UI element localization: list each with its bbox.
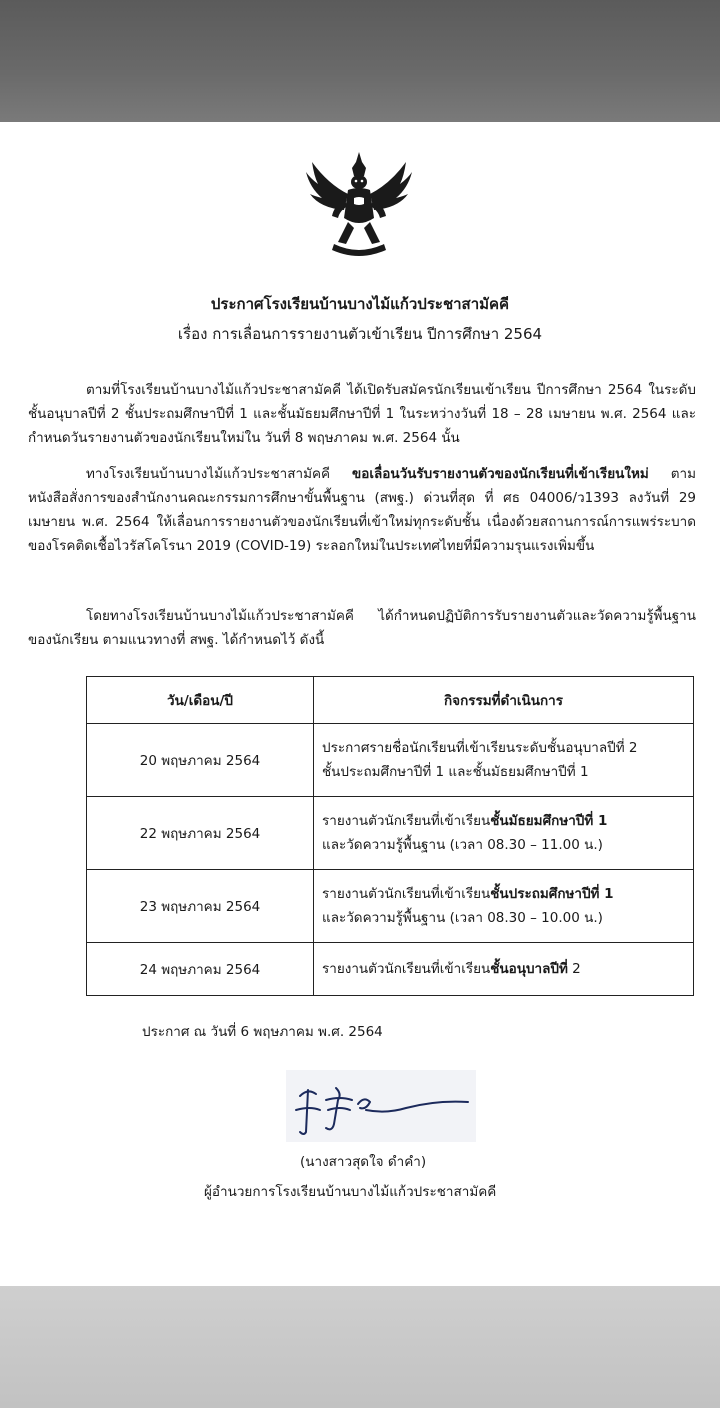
table-row (87, 724, 694, 797)
activity-line: ชั้นประถมศึกษาปีที่ 1 และชั้นมัธยมศึกษาปีที่ 1 (322, 764, 589, 780)
row-activity (314, 724, 694, 797)
garuda-emblem-icon (304, 148, 414, 260)
activity-level: ชั้นอนุบาลปีที่ (490, 961, 568, 977)
activity-line: และวัดความรู้พื้นฐาน (เวลา 08.30 – 11.00 น.) (322, 837, 603, 853)
announcement-subject: เรื่อง การเลื่อนการรายงานตัวเข้าเรียน ปีการศึกษา 2564 (177, 325, 543, 343)
table-header-row (87, 677, 694, 724)
announcement-title: ประกาศโรงเรียนบ้านบางไม้แก้วประชาสามัคคี (210, 295, 510, 313)
header-date: วัน/เดือน/ปี (87, 677, 314, 724)
paragraph-postpone-rest: ตามหนังสือสั่งการของสำนักงานคณะกรรมการศึกษาขั้นพื้นฐาน (สพฐ.) ด่วนที่สุด ที่ ศธ 04006/ว1393 ลงวันที่ 29 เมษายน พ.ศ. 2564 ให้เลื่อนการรายงานตัวของนักเรียนที่เข้าใหม่ทุกระดับชั้น เนื่องด้วยสถานการณ์การแพร่ระบาดของโรคติดเชื้อไวรัสโคโรนา 2019 (COVID-19) ระลอกใหม่ในประเทศไทยที่มีความรุนแรงเพิ่มขึ้น (28, 466, 696, 554)
activity-line: รายงานตัวนักเรียนที่เข้าเรียน (322, 813, 491, 829)
activity-line: รายงานตัวนักเรียนที่เข้าเรียน (322, 961, 491, 977)
activity-level: ชั้นมัธยมศึกษาปีที่ 1 (490, 813, 608, 829)
activity-level: ชั้นประถมศึกษาปีที่ 1 (490, 886, 614, 902)
signer-position: ผู้อำนวยการโรงเรียนบ้านบางไม้แก้วประชาสามัคคี (204, 1184, 497, 1200)
handwritten-signature (286, 1070, 476, 1142)
paragraph-postpone-emphasis: ขอเลื่อนวันรับรายงานตัวของนักเรียนที่เข้าเรียนใหม่ (352, 466, 649, 482)
paragraph-procedure-text: โดยทางโรงเรียนบ้านบางไม้แก้วประชาสามัคคี ได้กำหนดปฏิบัติการรับรายงานตัวและวัดความรู้พื้นฐานของนักเรียน ตามแนวทางที่ สพฐ. ได้กำหนดไว้ ดังนี้ (28, 608, 696, 648)
row-date: 20 พฤษภาคม 2564 (87, 724, 314, 797)
paragraph-postpone-lead: ทางโรงเรียนบ้านบางไม้แก้วประชาสามัคคี (86, 466, 353, 482)
announcement-date: ประกาศ ณ วันที่ 6 พฤษภาคม พ.ศ. 2564 (142, 1024, 383, 1040)
paragraph-postpone (28, 462, 696, 558)
paragraph-intro (28, 378, 696, 450)
row-date: 24 พฤษภาคม 2564 (87, 943, 314, 996)
top-gray-band (0, 0, 720, 122)
row-date: 23 พฤษภาคม 2564 (87, 870, 314, 943)
schedule-table (86, 676, 694, 996)
activity-line-suffix: 2 (567, 961, 581, 977)
row-activity (314, 870, 694, 943)
paragraph-procedure (28, 604, 696, 652)
row-date: 22 พฤษภาคม 2564 (87, 797, 314, 870)
bottom-gray-band (0, 1286, 720, 1408)
table-row (87, 943, 694, 996)
activity-line: ประกาศรายชื่อนักเรียนที่เข้าเรียนระดับชั้นอนุบาลปีที่ 2 (322, 740, 638, 756)
row-activity (314, 797, 694, 870)
table-row (87, 797, 694, 870)
paragraph-intro-text: ตามที่โรงเรียนบ้านบางไม้แก้วประชาสามัคคี ได้เปิดรับสมัครนักเรียนเข้าเรียน ปีการศึกษา 2564 ในระดับชั้นอนุบาลปีที่ 2 ชั้นประถมศึกษาปีที่ 1 และชั้นมัธยมศึกษาปีที่ 1 ในระหว่างวันที่ 18 – 28 เมษายน พ.ศ. 2564 และกำหนดวันรายงานตัวของนักเรียนใหม่ใน วันที่ 8 พฤษภาคม พ.ศ. 2564 นั้น (28, 382, 696, 446)
row-activity (314, 943, 694, 996)
activity-line: และวัดความรู้พื้นฐาน (เวลา 08.30 – 10.00 น.) (322, 910, 603, 926)
table-row (87, 870, 694, 943)
activity-line: รายงานตัวนักเรียนที่เข้าเรียน (322, 886, 491, 902)
signer-name: (นางสาวสุดใจ ดำคำ) (300, 1154, 427, 1170)
header-activity: กิจกรรมที่ดำเนินการ (314, 677, 694, 724)
